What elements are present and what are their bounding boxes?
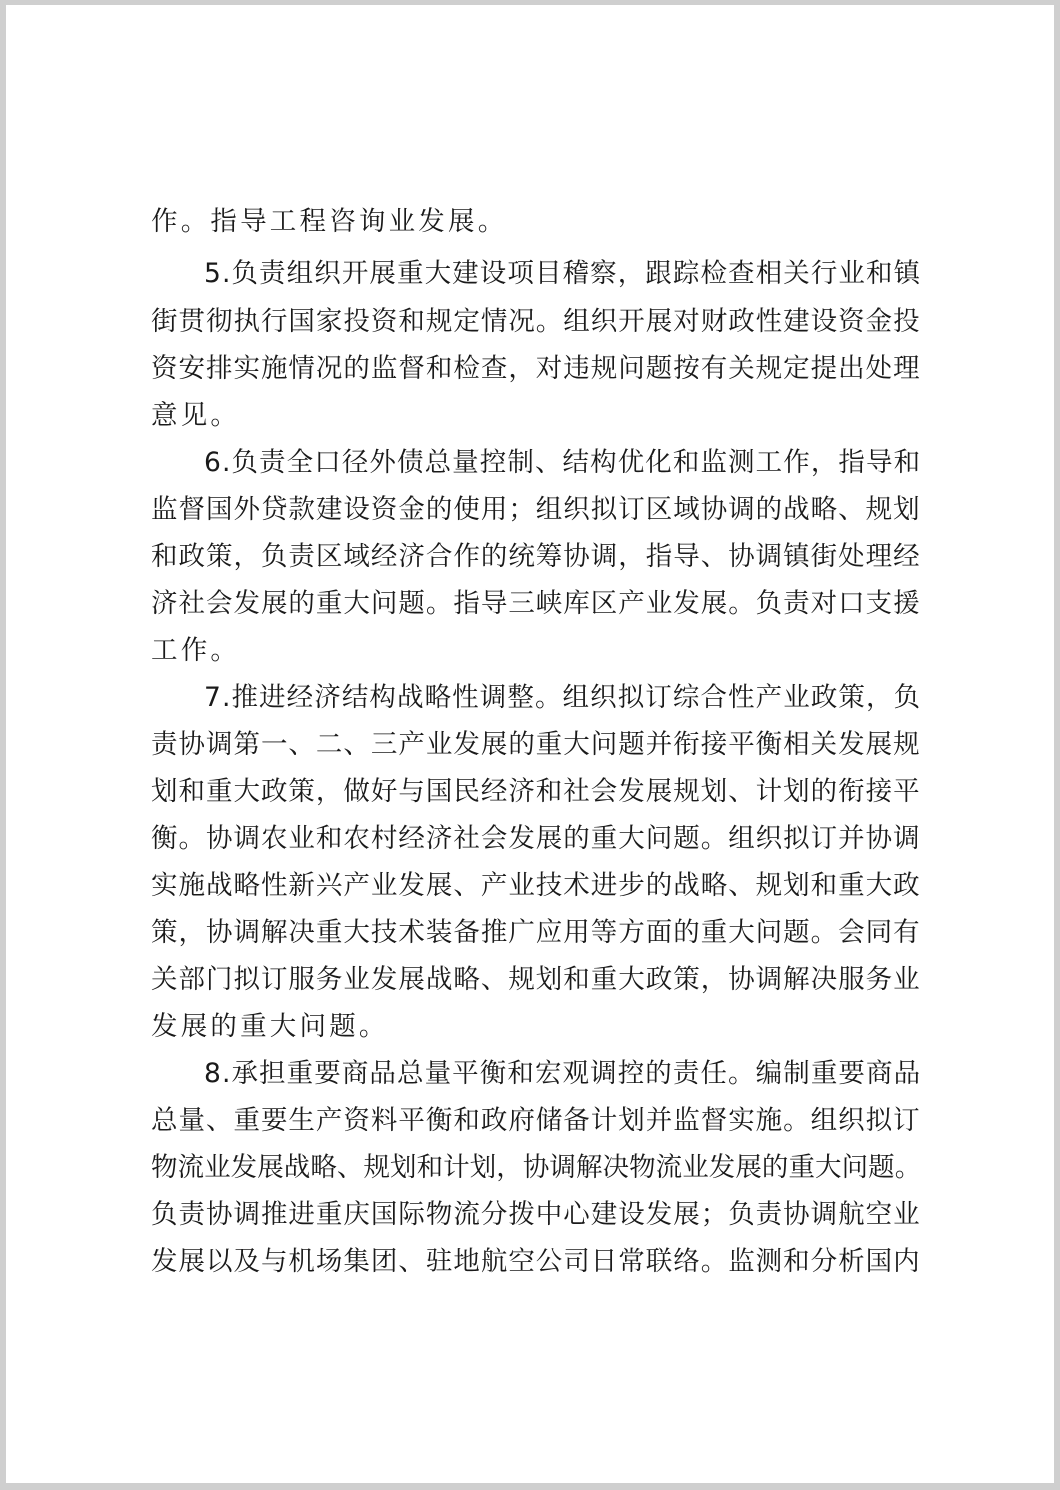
- text-line: 物流业发展战略、规划和计划，协调解决物流业发展的重大问题。: [151, 1152, 922, 1183]
- text-line: 和政策，负责区域经济合作的统筹协调，指导、协调镇街处理经: [151, 541, 921, 572]
- text-line: 作。指导工程咨询业发展。: [151, 206, 508, 237]
- text-line: 负责协调推进重庆国际物流分拨中心建设发展；负责协调航空业: [151, 1199, 921, 1230]
- paragraph-8-start: 8.承担重要商品总量平衡和宏观调控的责任。编制重要商品: [204, 1058, 922, 1089]
- text-line: 街贯彻执行国家投资和规定情况。组织开展对财政性建设资金投: [151, 306, 921, 337]
- text-line: 发展的重大问题。: [151, 1011, 389, 1042]
- document-page: [6, 5, 1054, 1483]
- text-line: 资安排实施情况的监督和检查，对违规问题按有关规定提出处理: [151, 353, 921, 384]
- text-line: 划和重大政策，做好与国民经济和社会发展规划、计划的衔接平: [151, 776, 921, 807]
- text-line: 工作。: [151, 635, 241, 666]
- paragraph-7-start: 7.推进经济结构战略性调整。组织拟订综合性产业政策，负: [204, 682, 922, 713]
- text-line: 意见。: [151, 400, 241, 431]
- text-line: 总量、重要生产资料平衡和政府储备计划并监督实施。组织拟订: [151, 1105, 921, 1136]
- text-line: 衡。协调农业和农村经济社会发展的重大问题。组织拟订并协调: [151, 823, 921, 854]
- text-line: 监督国外贷款建设资金的使用；组织拟订区域协调的战略、规划: [151, 494, 921, 525]
- text-line: 策，协调解决重大技术装备推广应用等方面的重大问题。会同有: [151, 917, 921, 948]
- text-line: 实施战略性新兴产业发展、产业技术进步的战略、规划和重大政: [151, 870, 921, 901]
- text-line: 关部门拟订服务业发展战略、规划和重大政策，协调解决服务业: [151, 964, 921, 995]
- text-line: 发展以及与机场集团、驻地航空公司日常联络。监测和分析国内: [151, 1246, 921, 1277]
- text-line: 济社会发展的重大问题。指导三峡库区产业发展。负责对口支援: [151, 588, 921, 619]
- text-line: 责协调第一、二、三产业发展的重大问题并衔接平衡相关发展规: [151, 729, 921, 760]
- paragraph-5-start: 5.负责组织开展重大建设项目稽察，跟踪检查相关行业和镇: [204, 258, 922, 289]
- paragraph-6-start: 6.负责全口径外债总量控制、结构优化和监测工作，指导和: [204, 447, 922, 478]
